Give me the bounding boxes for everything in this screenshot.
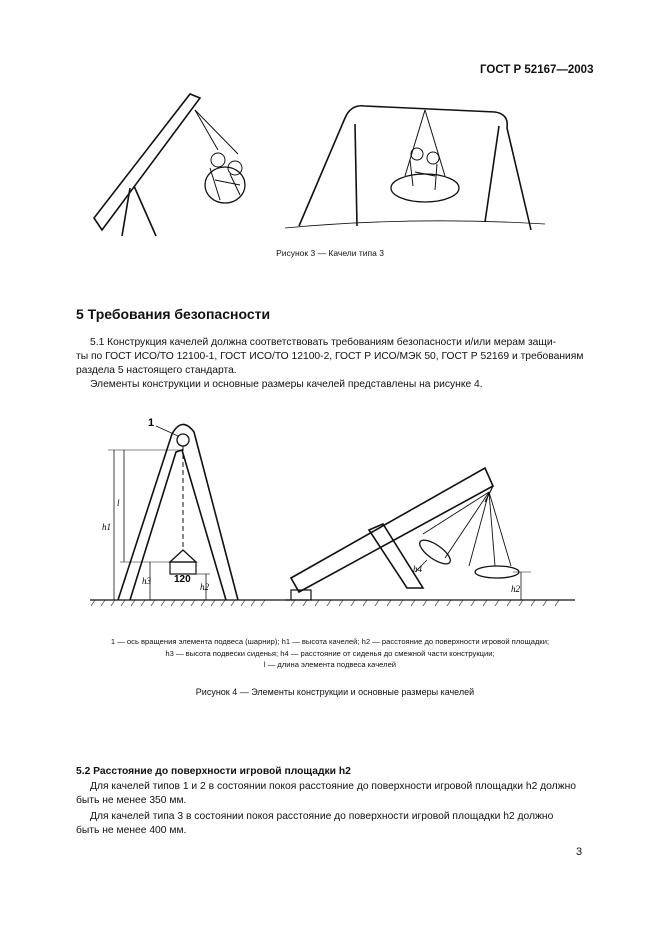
- page-number: 3: [576, 846, 583, 858]
- h4-label: h4: [413, 564, 422, 574]
- section52-paragraph1: [76, 780, 586, 808]
- section52-paragraph2: [76, 810, 586, 838]
- figure4-inclined-swing-diagram: [285, 460, 575, 610]
- figure4-frame-diagram: [90, 410, 290, 610]
- text-line: раздела 5 настоящего стандарта.: [76, 365, 237, 376]
- legend-line: 1 — ось вращения элемента подвеса (шарнир); h1 — высота качелей; h2 — расстояние до поверхности игровой площадки;: [110, 637, 550, 646]
- h3-label: h3: [142, 576, 151, 586]
- text-line: Для качелей типа 3 в состоянии покоя расстояние до поверхности игровой площадки h2 должно: [90, 811, 554, 822]
- legend-line: h3 — высота подвески сиденья; h4 — расстояние от сиденья до смежной части конструкции;: [165, 648, 495, 658]
- text-line: быть не менее 350 мм.: [76, 795, 187, 806]
- dimension-120: 120: [174, 574, 191, 585]
- section5-paragraph2: Элементы конструкции и основные размеры качелей представлены на рисунке 4.: [90, 379, 483, 390]
- standard-number: ГОСТ Р 52167—2003: [480, 64, 594, 76]
- section5-title: 5 Требования безопасности: [76, 306, 271, 322]
- h2-label-right: h2: [511, 584, 520, 594]
- section5-paragraph1: [82, 336, 582, 350]
- l-label: l: [117, 498, 120, 508]
- h1-label: h1: [102, 522, 111, 532]
- figure3-swing-left: [90, 90, 270, 240]
- figure4-caption: Рисунок 4 — Элементы конструкции и основные размеры качелей: [195, 687, 475, 697]
- text-line: быть не менее 400 мм.: [76, 825, 187, 836]
- section52-title: 5.2 Расстояние до поверхности игровой площадки h2: [76, 766, 351, 777]
- text-line: 5.1 Конструкция качелей должна соответствовать требованиям безопасности и/или мерам защи-: [90, 337, 557, 348]
- figure3-swing-right: [285, 96, 545, 236]
- text-line: ты по ГОСТ ИСО/ТО 12100-1, ГОСТ ИСО/ТО 12100-2, ГОСТ Р ИСО/МЭК 50, ГОСТ Р 52169 и требованиям: [76, 351, 584, 362]
- h2-label: h2: [200, 582, 209, 592]
- text-line: Для качелей типов 1 и 2 в состоянии покоя расстояние до поверхности игровой площадки h2 должно: [90, 781, 576, 792]
- figure3-caption: Рисунок 3 — Качели типа 3: [276, 248, 384, 258]
- marker-1-label: 1: [148, 417, 155, 429]
- figure4-legend: [50, 636, 610, 671]
- section5-paragraph1-cont: [76, 350, 586, 378]
- legend-line: l — длина элемента подвеса качелей: [263, 660, 397, 669]
